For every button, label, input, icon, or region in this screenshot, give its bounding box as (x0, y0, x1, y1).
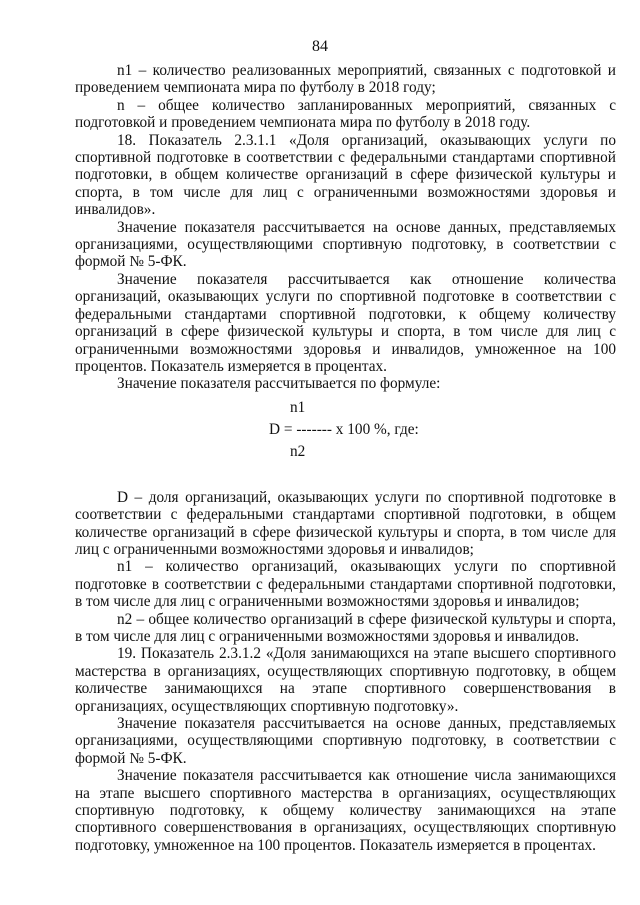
definition-n2: n2 – общее количество организаций в сфере физической культуры и спорта, в том числе для лиц с ограниченными возможностями здоровья и инвалидов. (75, 610, 616, 645)
indicator-19-source: Значение показателя рассчитывается на основе данных, представляемых организациями, осуществляющими спортивную подготовку, в соответствии с формой № 5-ФК. (75, 715, 616, 767)
definition-n1-events: n1 – количество реализованных мероприятий, связанных с подготовкой и проведением чемпионата мира по футболу в 2018 году; (75, 62, 616, 97)
definition-n1: n1 – количество организаций, оказывающих услуги по спортивной подготовке в соответствии с федеральными стандартами спортивной подготовки, в том числе для лиц с ограниченными возможностями здоровья и инвалидов; (75, 558, 616, 611)
page-number: 84 (312, 38, 328, 55)
document-body (75, 62, 616, 854)
indicator-19-method: Значение показателя рассчитывается как отношение числа занимающихся на этапе высшего спортивного мастерства в организациях, осуществляющих спортивную подготовку, к общему количеству занимающихся на этапе спортивного совершенствования в организациях, осуществляющих спортивную подготовку, умноженное на 100 процентов. Показатель измеряется в процентах. (75, 767, 616, 854)
indicator-19-heading: 19. Показатель 2.3.1.2 «Доля занимающихся на этапе высшего спортивного мастерства в организациях, осуществляющих спортивную подготовку, в общем количестве занимающихся на этапе спортивного совершенствования в организациях, осуществляющих спортивную подготовку». (75, 645, 616, 715)
indicator-18-heading: 18. Показатель 2.3.1.1 «Доля организаций, оказывающих услуги по спортивной подготовке в соответствии с федеральными стандартами спортивной подготовки, в общем количестве организаций в сфере физической культуры и спорта, в том числе для лиц с ограниченными возможностями здоровья и инвалидов». (75, 131, 616, 219)
indicator-18-method: Значение показателя рассчитывается как отношение количества организаций, оказывающих услуги по спортивной подготовке в соответствии с федеральными стандартами спортивной подготовки, к общему количеству организаций в сфере физической культуры и спорта, в том числе для лиц с ограниченными возможностями здоровья и инвалидов, умноженное на 100 процентов. Показатель измеряется в процентах. (75, 270, 616, 375)
formula-block (75, 399, 616, 485)
formula-intro: Значение показателя рассчитывается по формуле: (117, 375, 441, 393)
indicator-18-source: Значение показателя рассчитывается на основе данных, представляемых организациями, осуществляющими спортивную подготовку, в соответствии с формой № 5-ФК. (75, 218, 616, 271)
definition-n-events: n – общее количество запланированных мероприятий, связанных с подготовкой и проведением чемпионата мира по футболу в 2018 году. (75, 96, 616, 132)
formula-main: D = ------- x 100 %, где: (269, 420, 419, 438)
formula-numerator: n1 (290, 398, 306, 416)
definition-d: D – доля организаций, оказывающих услуги по спортивной подготовке в соответствии с федеральными стандартами спортивной подготовки, в общем количестве организаций в сфере физической культуры и спорта, в том числе для лиц с ограниченными возможностями здоровья и инвалидов; (75, 488, 616, 558)
formula-denominator: n2 (290, 442, 306, 460)
